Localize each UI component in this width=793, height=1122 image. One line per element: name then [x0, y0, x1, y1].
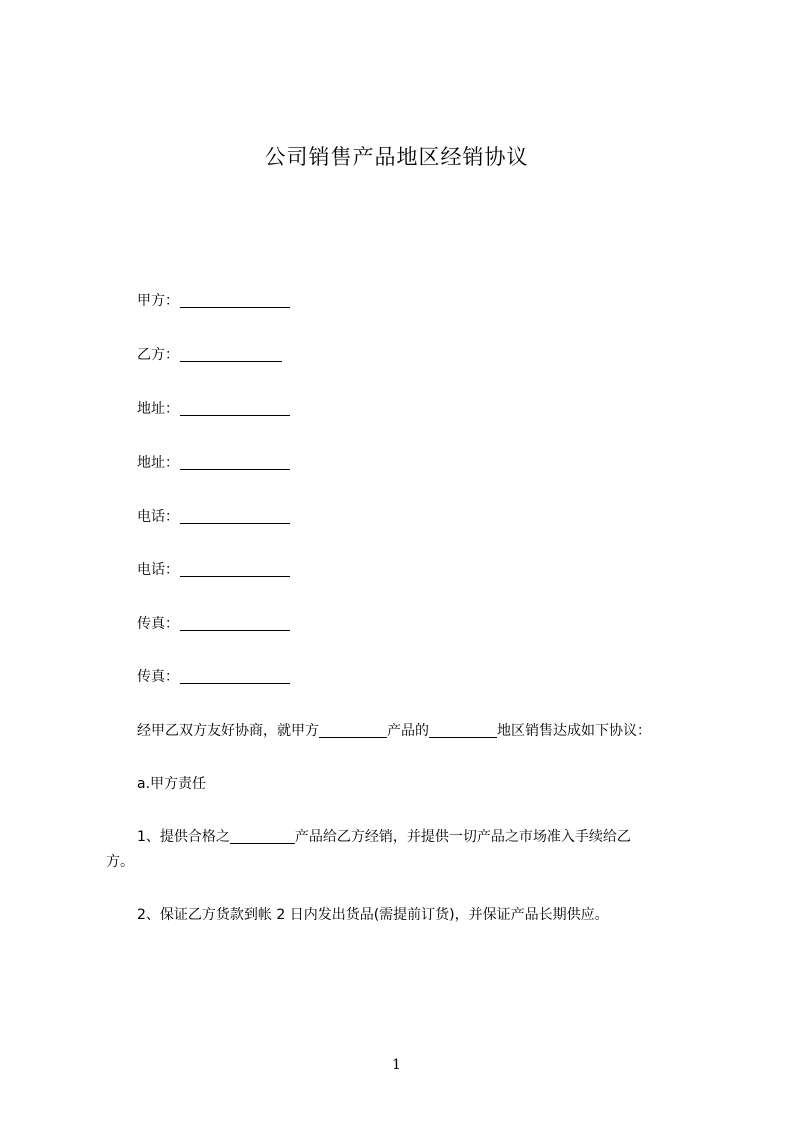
party-b-fax-label: 传真：: [137, 669, 179, 685]
party-b-phone-label: 电话：: [137, 562, 179, 578]
intro-region-blank: [429, 720, 497, 738]
intro-product-blank: [319, 720, 387, 738]
clause-2: 2、保证乙方货款到帐 2 日内发出货品(需提前订货)，并保证产品长期供应。: [137, 907, 609, 923]
party-a-field: [137, 290, 290, 312]
party-a-blank: [180, 290, 290, 308]
party-b-fax-field: [137, 666, 290, 688]
party-a-address-field: [137, 398, 290, 420]
party-a-phone-blank: [180, 506, 290, 524]
page-number: 1: [392, 1057, 401, 1073]
party-a-phone-label: 电话：: [137, 509, 179, 525]
party-a-fax-field: [137, 613, 290, 635]
party-a-address-blank: [180, 398, 290, 416]
party-b-label: 乙方：: [137, 347, 179, 363]
intro-part1: 经甲乙双方友好协商，就甲方: [137, 723, 319, 739]
section-a-heading: a.甲方责任: [137, 776, 207, 792]
clause-1-product-blank: [230, 826, 295, 844]
document-title: 公司销售产品地区经销协议: [264, 145, 529, 169]
clause-1-continuation: 方。: [106, 854, 134, 870]
intro-part2: 产品的: [387, 723, 429, 739]
party-b-address-label: 地址：: [137, 455, 179, 471]
clause-1: [137, 826, 631, 848]
party-b-address-blank: [180, 452, 290, 470]
party-b-blank: [180, 344, 282, 362]
intro-paragraph: [137, 720, 651, 742]
clause-1-part1: 1、提供合格之: [137, 829, 230, 845]
party-a-address-label: 地址：: [137, 401, 179, 417]
clause-1-part2: 产品给乙方经销，并提供一切产品之市场准入手续给乙: [294, 829, 631, 845]
party-b-field: [137, 344, 282, 366]
party-a-phone-field: [137, 506, 290, 528]
party-b-phone-blank: [180, 559, 290, 577]
party-b-address-field: [137, 452, 290, 474]
party-b-fax-blank: [180, 666, 290, 684]
party-a-fax-blank: [180, 613, 290, 631]
intro-part3: 地区销售达成如下协议：: [497, 723, 651, 739]
party-a-fax-label: 传真：: [137, 616, 179, 632]
party-a-label: 甲方：: [137, 293, 179, 309]
party-b-phone-field: [137, 559, 290, 581]
